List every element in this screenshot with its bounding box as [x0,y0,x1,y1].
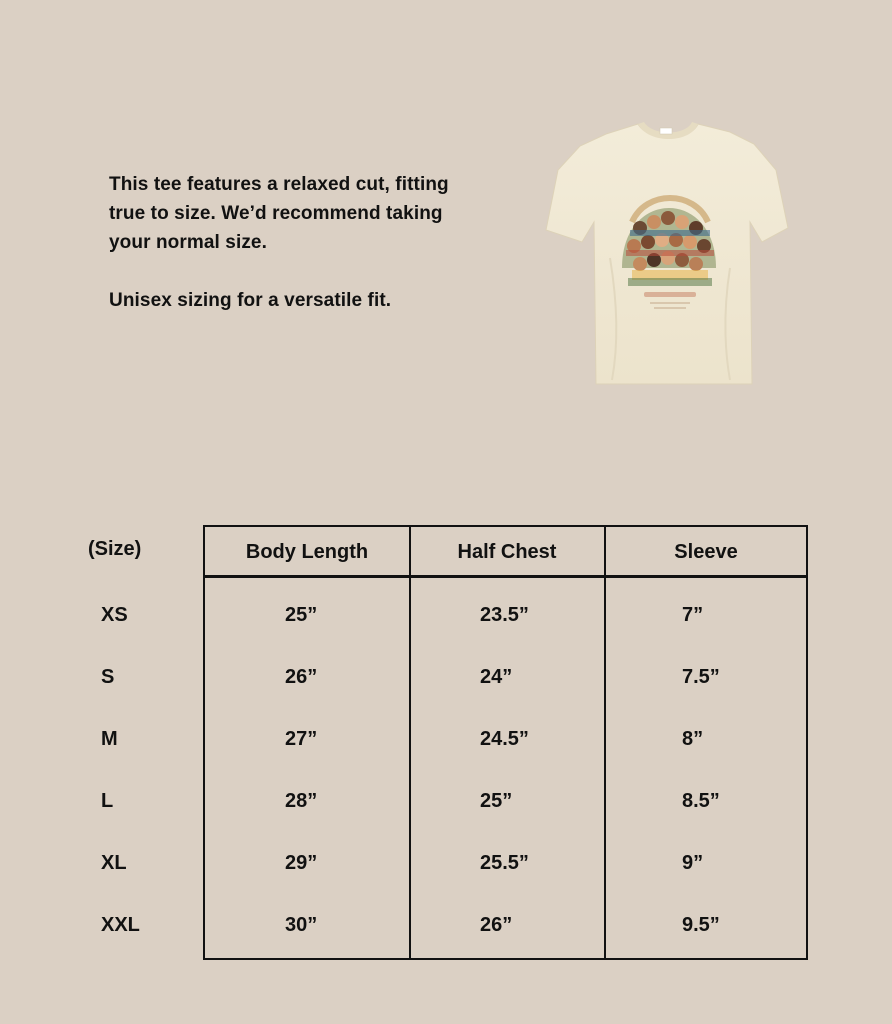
header-sleeve: Sleeve [674,541,738,563]
table-cell: 25.5” [480,852,529,874]
fit-line-1: This tee features a relaxed cut, fitting [109,174,449,195]
table-cell: 27” [285,728,318,750]
size-label-xxl: XXL [101,914,140,936]
table-cell: 25” [285,604,318,626]
fit-description-text [109,170,509,257]
size-label-l: L [101,790,114,812]
size-chart-table [203,525,808,960]
column-divider [604,527,607,958]
size-column-header: (Size) [88,538,142,560]
table-cell: 8.5” [682,790,720,812]
size-label-s: S [101,666,115,688]
fit-line-3: your normal size. [109,232,267,253]
table-cell: 7.5” [682,666,720,688]
table-cell: 9.5” [682,914,720,936]
tshirt-illustration-icon [540,118,800,390]
product-tshirt-image [540,118,800,390]
table-cell: 30” [285,914,318,936]
table-cell: 26” [480,914,513,936]
table-cell: 7” [682,604,704,626]
unisex-note: Unisex sizing for a versatile fit. [109,290,392,311]
header-half-chest: Half Chest [457,541,557,563]
size-label-xs: XS [101,604,128,626]
header-body-length: Body Length [245,541,369,563]
column-divider [409,527,412,958]
table-cell: 23.5” [480,604,529,626]
fit-description [109,170,509,315]
table-cell: 9” [682,852,704,874]
table-cell: 24.5” [480,728,529,750]
size-label-xl: XL [101,852,127,874]
size-label-m: M [101,728,118,750]
table-cell: 25” [480,790,513,812]
table-cell: 8” [682,728,704,750]
fit-line-2: true to size. We’d recommend taking [109,203,443,224]
table-cell: 26” [285,666,318,688]
table-cell: 29” [285,852,318,874]
table-cell: 28” [285,790,318,812]
header-divider [205,575,806,578]
table-cell: 24” [480,666,513,688]
